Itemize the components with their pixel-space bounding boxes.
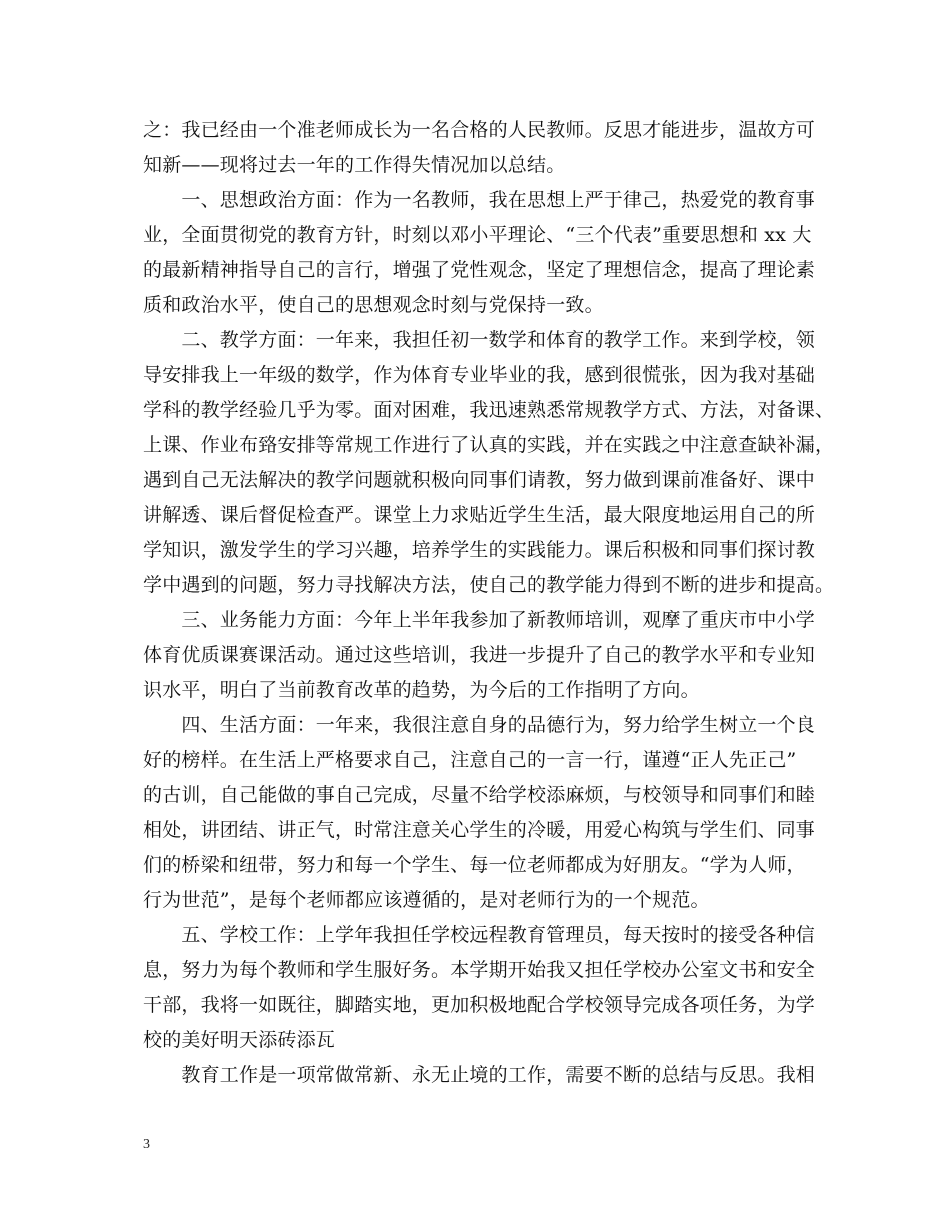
text-line: 校的美好明天添砖添瓦 (143, 1029, 336, 1051)
text-line: 讲解透、课后督促检查严。课堂上力求贴近学生生活，最大限度地运用自己的所 (143, 504, 816, 526)
text-line: 三、业务能力方面：今年上半年我参加了新教师培训，观摩了重庆市中小学 (143, 609, 816, 631)
page-number: 3 (143, 1137, 150, 1152)
text-line: 一、思想政治方面：作为一名教师，我在思想上严于律己，热爱党的教育事 (143, 189, 816, 211)
text-line: 学科的教学经验几乎为零。面对困难，我迅速熟悉常规教学方式、方法，对备课、 (143, 399, 835, 421)
text-line: 导安排我上一年级的数学，作为体育专业毕业的我，感到很慌张，因为我对基础 (143, 364, 816, 386)
text-line: 上课、作业布臵安排等常规工作进行了认真的实践，并在实践之中注意查缺补漏， (143, 434, 835, 456)
text-line: 四、生活方面：一年来，我很注意自身的品德行为，努力给学生树立一个良 (143, 714, 816, 736)
text-line: 的最新精神指导自己的言行，增强了党性观念，坚定了理想信念，提高了理论素 (143, 259, 816, 281)
text-line: 之：我已经由一个准老师成长为一名合格的人民教师。反思才能进步，温故方可 (143, 119, 816, 141)
text-line: 体育优质课赛课活动。通过这些培训，我进一步提升了自己的教学水平和专业知 (143, 644, 816, 666)
text-line: 五、学校工作：上学年我担任学校远程教育管理员，每天按时的接受各种信 (143, 924, 816, 946)
text-line: 的古训，自己能做的事自己完成，尽量不给学校添麻烦，与校领导和同事们和睦 (143, 784, 816, 806)
text-line: 遇到自己无法解决的教学问题就积极向同事们请教，努力做到课前准备好、课中 (143, 469, 816, 491)
text-line: 好的榜样。在生活上严格要求自己，注意自己的一言一行，谨遵“正人先正己” (143, 749, 797, 771)
text-line: 们的桥梁和纽带，努力和每一个学生、每一位老师都成为好朋友。“学为人师， (143, 854, 806, 876)
text-line: 教育工作是一项常做常新、永无止境的工作，需要不断的总结与反思。我相 (143, 1064, 816, 1086)
text-line: 二、教学方面：一年来，我担任初一数学和体育的教学工作。来到学校，领 (143, 329, 816, 351)
text-line: 干部，我将一如既往，脚踏实地，更加积极地配合学校领导完成各项任务，为学 (143, 994, 816, 1016)
text-line: 学知识，激发学生的学习兴趣，培养学生的实践能力。课后积极和同事们探讨教 (143, 539, 816, 561)
text-line: 质和政治水平，使自己的思想观念时刻与党保持一致。 (143, 294, 604, 316)
text-line: 相处，讲团结、讲正气，时常注意关心学生的冷暖，用爱心构筑与学生们、同事 (143, 819, 816, 841)
text-line: 行为世范”，是每个老师都应该遵循的，是对老师行为的一个规范。 (143, 889, 710, 911)
text-line: 息，努力为每个教师和学生服好务。本学期开始我又担任学校办公室文书和安全 (143, 959, 816, 981)
text-line: 识水平，明白了当前教育改革的趋势，为今后的工作指明了方向。 (143, 679, 700, 701)
text-line: 知新——现将过去一年的工作得失情况加以总结。 (143, 154, 566, 176)
text-line: 业，全面贯彻党的教育方针，时刻以邓小平理论、“三个代表”重要思想和 xx 大 (143, 224, 812, 246)
text-line: 学中遇到的问题，努力寻找解决方法，使自己的教学能力得到不断的进步和提高。 (143, 574, 835, 596)
